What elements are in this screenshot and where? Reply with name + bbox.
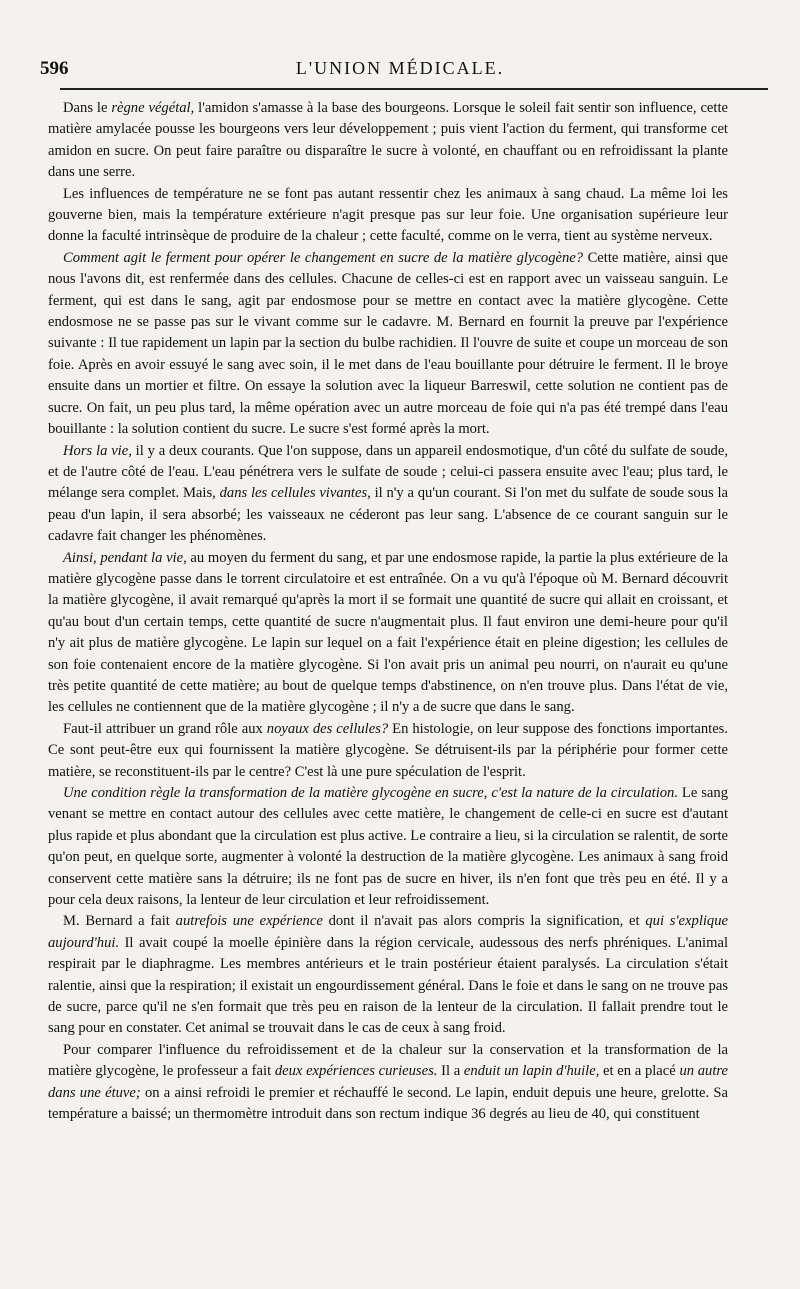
italic-run: Ainsi, pendant la vie,	[63, 549, 187, 566]
paragraph	[48, 98, 728, 184]
italic-run: noyaux des cellules?	[266, 720, 389, 737]
text-run: Il a	[437, 1063, 464, 1080]
text-run: Dans le	[63, 100, 112, 116]
text-run: l'amidon s'amasse à la base des bourgeons. Lorsque le soleil fait sentir son influence, cette matière amylacée pousse les bourgeons vers leur développement ; puis vient l'action du ferment, qui transforme cet amidon en sucre. On peut faire paraître ou disparaître le sucre à volonté, en chauffant ou en refroidissant la plante dans une serre.	[48, 100, 728, 181]
paragraph	[48, 911, 728, 1039]
paragraph	[48, 783, 728, 911]
italic-run: dans les cellules vivantes,	[219, 485, 371, 502]
text-run: Il avait coupé la moelle épinière dans la région cervicale, audessous des nerfs phréniques. L'animal respirait par le diaphragme. Les membres antérieurs et le train postérieur étaient paralysés. La circulation s'était ralentie, ainsi que la respiration; il existait un engourdissement général. Dans le foie et dans le sang on ne trouve pas de sucre, parce qu'il ne s'en formait que très peu en raison de la lenteur de la circulation. Il fallait prendre tout le sang pour en constater. Cet animal se trouvait dans le cas de ceux à sang froid.	[48, 934, 728, 1037]
italic-run: un autre dans une étuve;	[48, 1063, 728, 1101]
italic-run: qui s'explique aujourd'hui.	[48, 913, 728, 951]
page-number: 596	[40, 58, 69, 79]
italic-run: enduit un lapin d'huile,	[463, 1063, 600, 1080]
paragraph	[48, 548, 728, 719]
text-run: il n'y a qu'un courant. Si l'on met du sulfate de soude sous la peau d'un lapin, il sera absorbé; les vaisseaux ne céderont pas leur sang. L'absence de ce courant sanguin sur le cadavre fait changer les phénomènes.	[48, 485, 729, 545]
text-run: Les influences de température ne se font pas autant ressentir chez les animaux à sang chaud. La même loi les gouverne bien, mais la température extérieure n'agit presque pas sur leur foie. Une organisation supérieure leur donne la faculté intrinsèque de produire de la chaleur ; cette faculté, comme on le verra, tient au système nerveux.	[48, 185, 728, 245]
italic-run: Une condition règle la transformation de la matière glycogène en sucre, c'est la nature de la circulation.	[63, 785, 678, 801]
text-run: Cette matière, ainsi que nous l'avons dit, est renfermée dans des cellules. Chacune de celles-ci est en rapport avec un vaisseau sanguin. Le ferment, qui est dans le sang, agit par endosmose pour se mettre en contact avec la matière glycogène. Cette endosmose ne se passe pas sur le vivant comme sur le cadavre. M. Bernard en fournit la preuve par l'expérience suivante : Il tue rapidement un lapin par la section du bulbe rachidien. Il l'ouvre de suite et coupe un morceau de son foie. Après en avoir essuyé le sang avec soin, il le met dans de l'eau bouillante pour détruire le ferment. Il le broye ensuite dans un mortier et filtre. On essaye la solution avec la liqueur Barreswil, cette solution ne contient pas de sucre. On fait, un peu plus tard, la même opération avec un autre morceau de foie qui n'a pas été trempé dans l'eau bouillante : la solution contient du sucre. Le sucre s'est formé après la mort.	[48, 249, 728, 438]
header-rule	[60, 88, 768, 90]
text-run: au moyen du ferment du sang, et par une endosmose rapide, la partie la plus extérieure de la matière glycogène passe dans le torrent circulatoire et est entraînée. On a vu qu'à l'époque où M. Bernard découvrit la matière glycogène, il avait remarqué qu'après la mort il se formait une quantité de sucre qui allait en croissant, et qu'au bout d'un certain temps, cette quantité de sucre n'augmentait plus. Il faut environ une demi-heure pour qu'il n'y ait plus de matière glycogène. Le lapin sur lequel on a fait l'expérience était en pleine digestion; les cellules de son foie contenaient encore de la matière glycogène. Si l'on avait pris un animal peu nourri, on n'aurait eu qu'une très petite quantité de cette matière; au bout de quelque temps d'abstinence, on n'en trouve plus. Dans l'état de vie, les cellules ne contiennent que de la matière glycogène ; il n'y a de sucre que dans le sang.	[48, 549, 728, 716]
paragraph	[48, 719, 728, 783]
italic-run: deux expériences curieuses.	[274, 1063, 438, 1080]
article-body	[48, 98, 728, 1126]
paragraph	[48, 441, 728, 548]
paragraph	[48, 1040, 728, 1126]
italic-run: autrefois une expérience	[175, 913, 323, 930]
italic-run: Hors la vie,	[63, 442, 132, 459]
text-run: on a ainsi refroidi le premier et réchauffé le second. Le lapin, enduit depuis une heure, grelotte. Sa température a baissé; un thermomètre introduit dans son rectum indique 36 degrés au lieu de 40, qui constituent	[48, 1084, 728, 1123]
text-run: Pour comparer l'influence du refroidissement et de la chaleur sur la conservation et la transformation de la matière glycogène, le professeur a fait	[48, 1041, 728, 1080]
text-run: Faut-il attribuer un grand rôle aux	[63, 720, 267, 737]
text-run: et en a placé	[599, 1063, 680, 1080]
paragraph	[48, 248, 728, 441]
text-run: il y a deux courants. Que l'on suppose, dans un appareil endosmotique, d'un côté du sulfate de soude, et de l'autre côté de l'eau. L'eau pénétrera vers le sulfate de soude ; celui-ci passera ensuite avec l'eau; plus tard, le mélange sera complet. Mais,	[48, 442, 728, 502]
italic-run: Comment agit le ferment pour opérer le changement en sucre de la matière glycogène?	[63, 249, 584, 266]
journal-title: L'UNION MÉDICALE.	[295, 58, 505, 78]
text-run: dont il n'avait pas alors compris la signification, et	[322, 913, 646, 930]
text-run: En histologie, on leur suppose des fonctions importantes. Ce sont peut-être eux qui fournissent la matière glycogène. Se détruisent-ils par la périphérie pour former cette matière, se reconstituent-ils par le centre? C'est là une pure spéculation de l'esprit.	[48, 720, 729, 780]
italic-run: règne végétal,	[111, 100, 195, 116]
text-run: M. Bernard a fait	[63, 913, 176, 930]
paragraph	[48, 184, 728, 248]
text-run: Le sang venant se mettre en contact autour des cellules avec cette matière, le changement de celle-ci en sucre est d'autant plus rapide et plus abondant que la circulation est plus active. Le contraire a lieu, si la circulation se ralentit, de sorte qu'on peut, en quelque sorte, augmenter à volonté la destruction de la matière glycogène. Les animaux à sang froid conservent cette matière sans la détruire; ils ne font pas de sucre en hiver, ils n'en font que très peu en été. Il y a pour cela deux raisons, la lenteur de leur circulation et leur refroidissement.	[48, 785, 728, 909]
running-header	[0, 52, 800, 82]
